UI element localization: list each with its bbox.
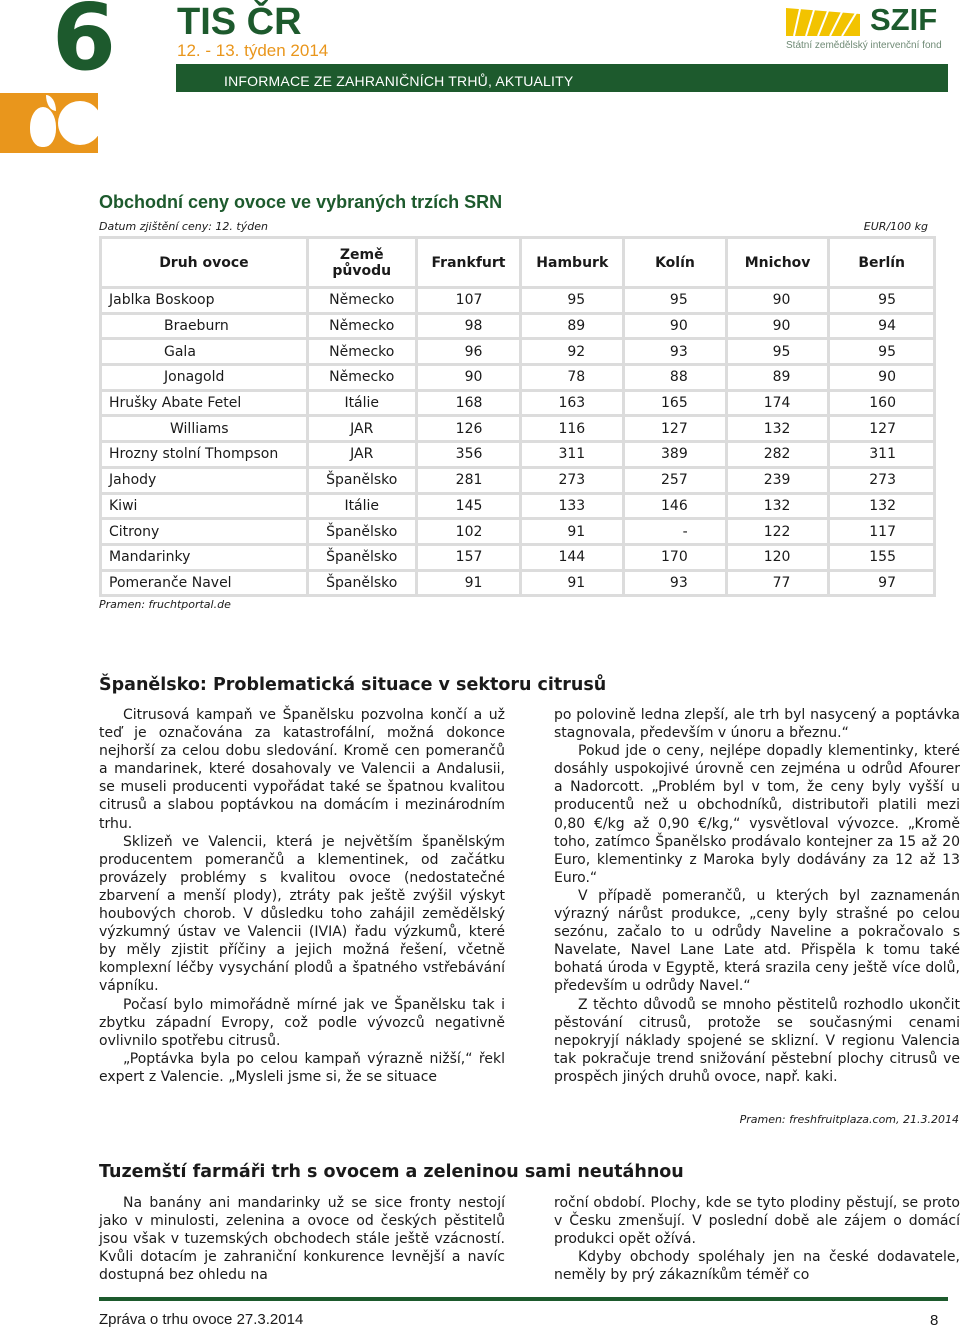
price-cell: 281 xyxy=(416,467,521,493)
table-source: Pramen: fruchtportal.de xyxy=(99,598,231,611)
szif-subtitle: Státní zemědělský intervenční fond xyxy=(786,40,942,51)
price-cell: 93 xyxy=(624,570,727,596)
article-column-right xyxy=(554,706,960,1086)
table-row xyxy=(101,544,935,570)
origin-cell: Itálie xyxy=(307,493,416,519)
price-cell: 93 xyxy=(624,339,727,365)
origin-cell: Španělsko xyxy=(307,467,416,493)
column-header: Hamburk xyxy=(521,238,624,288)
price-cell: 102 xyxy=(416,519,521,545)
price-cell: 311 xyxy=(829,442,935,468)
paragraph: po polovině ledna zlepší, ale trh byl nasycený a poptávka stagnovala, především v únoru a březnu.“ xyxy=(554,707,960,742)
table-row xyxy=(101,339,935,365)
origin-cell: Německo xyxy=(307,365,416,391)
table-row xyxy=(101,313,935,339)
fruit-name-cell: Gala xyxy=(101,339,308,365)
paragraph: Citrusová kampaň ve Španělsku pozvolna končí a už teď je označována za katastrofální, možná dokonce nejhorší za celou dobu sledování. Kromě cen pomerančů a mandarinek, které dosahovaly ve Valencii a Andalusii, se museli producenti vypořádat také se špatnou kvalitou citrusů a slabou poptávkou na domácím i mezinárodním trhu. xyxy=(99,707,505,832)
szif-logo-text: SZIF xyxy=(870,2,938,37)
fruit-name-cell: Citrony xyxy=(101,519,308,545)
table-row xyxy=(101,288,935,314)
fruit-name-cell: Williams xyxy=(101,416,308,442)
price-cell: 89 xyxy=(521,313,624,339)
price-cell: 174 xyxy=(726,390,829,416)
table-row xyxy=(101,365,935,391)
price-cell: 389 xyxy=(624,442,727,468)
fruit-name-cell: Jablka Boskoop xyxy=(101,288,308,314)
page-number: 8 xyxy=(930,1312,939,1329)
price-cell: 165 xyxy=(624,390,727,416)
price-cell: 107 xyxy=(416,288,521,314)
price-cell: 95 xyxy=(829,339,935,365)
price-cell: 78 xyxy=(521,365,624,391)
fruit-name-cell: Hrozny stolní Thompson xyxy=(101,442,308,468)
fruit-name-cell: Mandarinky xyxy=(101,544,308,570)
price-cell: 117 xyxy=(829,519,935,545)
article-column-left xyxy=(99,706,505,1086)
price-cell: 311 xyxy=(521,442,624,468)
header-bar-text: INFORMACE ZE ZAHRANIČNÍCH TRHŮ, AKTUALITY xyxy=(224,73,574,89)
table-row xyxy=(101,390,935,416)
price-cell: 145 xyxy=(416,493,521,519)
fruit-name-cell: Pomeranče Navel xyxy=(101,570,308,596)
price-table xyxy=(99,236,936,597)
price-cell: 282 xyxy=(726,442,829,468)
article-source: Pramen: freshfruitplaza.com, 21.3.2014 xyxy=(739,1113,959,1126)
paragraph: „Poptávka byla po celou kampaň výrazně nižší,“ řekl expert z Valencie. „Mysleli jsme si, že se situace xyxy=(99,1050,505,1085)
price-cell: 88 xyxy=(624,365,727,391)
price-cell: 122 xyxy=(726,519,829,545)
price-cell: 160 xyxy=(829,390,935,416)
column-header: Berlín xyxy=(829,238,935,288)
table-row xyxy=(101,442,935,468)
table-row xyxy=(101,519,935,545)
price-cell: 126 xyxy=(416,416,521,442)
origin-cell: JAR xyxy=(307,416,416,442)
table-row xyxy=(101,493,935,519)
price-cell: 155 xyxy=(829,544,935,570)
article-title: Tuzemští farmáři trh s ovocem a zeleninou sami neutáhnou xyxy=(99,1162,684,1182)
price-cell: 91 xyxy=(416,570,521,596)
fruit-name-cell: Braeburn xyxy=(101,313,308,339)
origin-cell: Španělsko xyxy=(307,544,416,570)
price-cell: 90 xyxy=(726,313,829,339)
price-cell: 273 xyxy=(829,467,935,493)
price-cell: 90 xyxy=(624,313,727,339)
szif-field-icon xyxy=(786,8,860,36)
price-cell: 90 xyxy=(829,365,935,391)
price-cell: 94 xyxy=(829,313,935,339)
fruit-logo xyxy=(0,93,98,153)
paragraph: Kdyby obchody spoléhaly jen na české dodavatele, neměly by prý zákazníkům téměř co xyxy=(554,1249,960,1284)
origin-cell: Španělsko xyxy=(307,570,416,596)
column-header: Druh ovoce xyxy=(101,238,308,288)
origin-cell: Německo xyxy=(307,288,416,314)
price-cell: 95 xyxy=(829,288,935,314)
price-cell: 132 xyxy=(726,416,829,442)
table-row xyxy=(101,467,935,493)
price-cell: 127 xyxy=(829,416,935,442)
price-cell: 95 xyxy=(726,339,829,365)
price-cell: 96 xyxy=(416,339,521,365)
paragraph: Na banány ani mandarinky už se sice fronty nestojí jako v minulosti, zelenina a ovoce od českých pěstitelů jsou však v tuzemských obchodech stále ještě vzácností. Kvůli dotacím je zahraniční konkurence levnější a navíc dostupná bez ohledu na xyxy=(99,1195,505,1284)
paragraph: Pokud jde o ceny, nejlépe dopadly klementinky, které dosáhly uspokojivé úrovně cen zejména u odrůd Afourer a Nadorcott. „Problém byl v tom, že ceny byly vyšší u producentů než u obchodníků, distributoři platili mezi 0,80 €/kg až 0,90 €/kg,“ vysvětloval vývozce. „Kromě toho, zatímco Španělsko prodávalo kontejner za 15 až 20 Euro, klementinky z Maroka byly dodávány za 12 až 13 Euro.“ xyxy=(554,743,960,886)
footer-title: Zpráva o trhu ovoce 27.3.2014 xyxy=(99,1311,304,1328)
price-cell: 163 xyxy=(521,390,624,416)
column-header: Země původu xyxy=(307,238,416,288)
date-note: Datum zjištění ceny: 12. týden xyxy=(99,220,268,233)
price-cell: 95 xyxy=(521,288,624,314)
price-cell: 127 xyxy=(624,416,727,442)
paragraph: Sklizeň ve Valencii, která je největším španělským producentem pomerančů a klementinek, od začátku provázely problémy s kvalitou ovoce (nedostatečné zbarvení a menší plody), ztráty pak ještě zvýšil výskyt houbových chorob. V důsledku toho zahájil zemědělský výzkumný ústav ve Valencii (IVIA) řadu výzkumů, které by měly zjistit příčiny a jejich možná řešení, včetně komplexní léčby vysychání plodů a špatného vstřebávání vápníku. xyxy=(99,833,505,995)
paragraph: Počasí bylo mimořádně mírné jak ve Španělsku tak i zbytku západní Evropy, což podle vývozců negativně ovlivnilo spotřebu citrusů. xyxy=(99,996,505,1049)
table-row xyxy=(101,570,935,596)
price-cell: 92 xyxy=(521,339,624,365)
price-cell: 91 xyxy=(521,570,624,596)
price-cell: 95 xyxy=(624,288,727,314)
paragraph: Z těchto důvodů se mnoho pěstitelů rozhodlo ukončit pěstování citrusů, protože se současnými cenami nepokryjí náklady spojené se sklizní. V regionu Valencia tak pokračuje trend snižování pěstební plochy citrusů ve prospěch jiných druhů ovoce, např. kaki. xyxy=(554,996,960,1085)
table-header-row xyxy=(101,238,935,288)
price-cell: 90 xyxy=(726,288,829,314)
fruit-name-cell: Hrušky Abate Fetel xyxy=(101,390,308,416)
price-cell: - xyxy=(624,519,727,545)
price-cell: 90 xyxy=(416,365,521,391)
paragraph: roční období. Plochy, kde se tyto plodiny pěstují, se proto v Česku zmenšují. V poslední době ale zájem o domácí produkci opět ožívá. xyxy=(554,1195,960,1248)
price-cell: 239 xyxy=(726,467,829,493)
brand-title: TIS ČR xyxy=(177,1,302,43)
article-title: Španělsko: Problematická situace v sektoru citrusů xyxy=(99,675,607,695)
article-column-right xyxy=(554,1194,960,1284)
origin-cell: Španělsko xyxy=(307,519,416,545)
issue-number: 6 xyxy=(52,0,117,91)
article-column-left xyxy=(99,1194,505,1284)
price-cell: 97 xyxy=(829,570,935,596)
price-cell: 91 xyxy=(521,519,624,545)
origin-cell: JAR xyxy=(307,442,416,468)
price-cell: 89 xyxy=(726,365,829,391)
fruit-name-cell: Jonagold xyxy=(101,365,308,391)
pear-icon xyxy=(30,107,56,147)
apple-icon xyxy=(58,101,98,145)
price-cell: 132 xyxy=(829,493,935,519)
price-cell: 157 xyxy=(416,544,521,570)
price-cell: 273 xyxy=(521,467,624,493)
origin-cell: Německo xyxy=(307,339,416,365)
price-cell: 98 xyxy=(416,313,521,339)
price-cell: 120 xyxy=(726,544,829,570)
price-cell: 116 xyxy=(521,416,624,442)
fruit-name-cell: Kiwi xyxy=(101,493,308,519)
price-cell: 146 xyxy=(624,493,727,519)
week-label: 12. - 13. týden 2014 xyxy=(177,41,329,60)
price-cell: 170 xyxy=(624,544,727,570)
unit-note: EUR/100 kg xyxy=(863,220,928,233)
price-cell: 144 xyxy=(521,544,624,570)
origin-cell: Itálie xyxy=(307,390,416,416)
column-header: Kolín xyxy=(624,238,727,288)
column-header: Mnichov xyxy=(726,238,829,288)
price-cell: 168 xyxy=(416,390,521,416)
price-cell: 133 xyxy=(521,493,624,519)
footer-divider xyxy=(99,1297,948,1301)
origin-cell: Německo xyxy=(307,313,416,339)
price-cell: 132 xyxy=(726,493,829,519)
price-cell: 257 xyxy=(624,467,727,493)
price-cell: 356 xyxy=(416,442,521,468)
section-title: Obchodní ceny ovoce ve vybraných trzích SRN xyxy=(99,192,503,212)
price-cell: 77 xyxy=(726,570,829,596)
paragraph: V případě pomerančů, u kterých byl zaznamenán výrazný nárůst produkce, „ceny byly strašné po celou sezónu, začalo to u odrůdy Naveline a pokračovalo s Navelate, Navel Lane Late atd. Přispěla k tomu také bohatá úroda v Egyptě, která srazila ceny ještě více dolů, především u odrůdy Navel.“ xyxy=(554,887,960,995)
fruit-name-cell: Jahody xyxy=(101,467,308,493)
table-row xyxy=(101,416,935,442)
header-bar xyxy=(176,64,948,92)
column-header: Frankfurt xyxy=(416,238,521,288)
